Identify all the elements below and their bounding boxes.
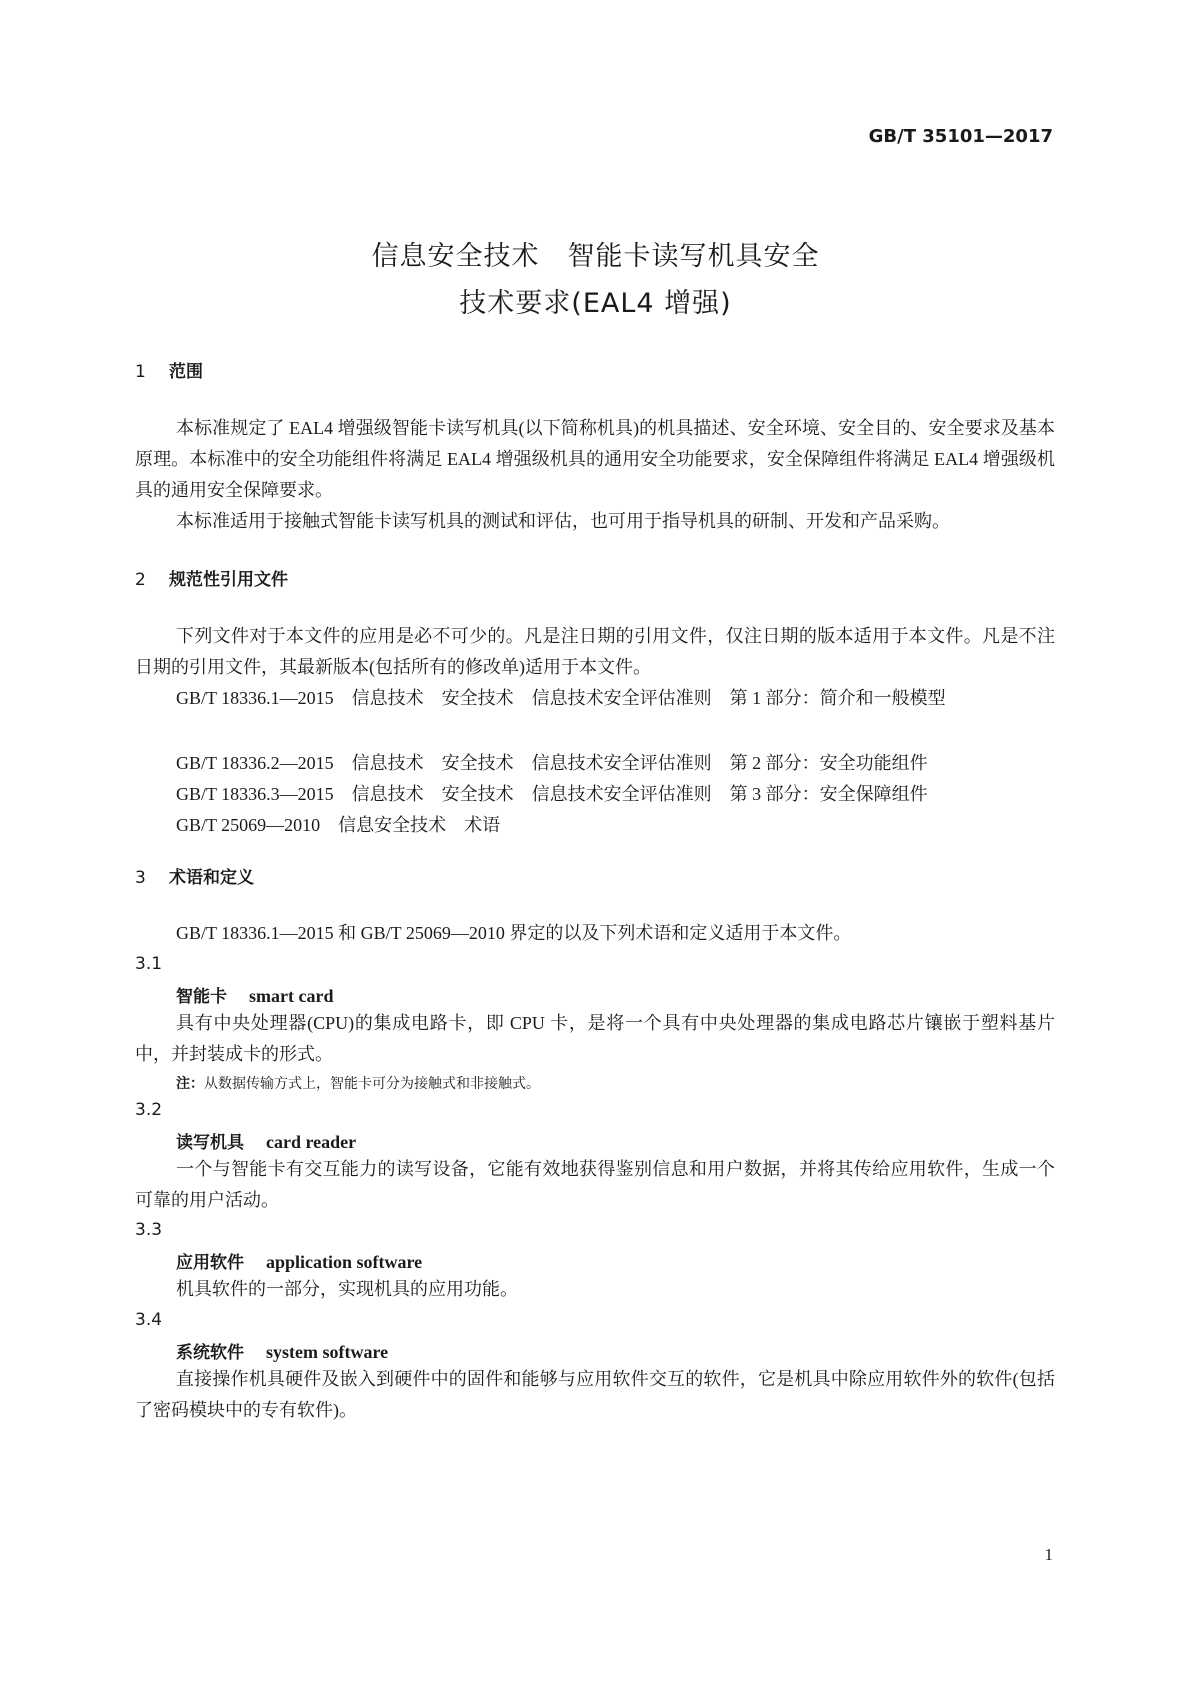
section-number: 1: [135, 362, 146, 382]
term-definition: 一个与智能卡有交互能力的读写设备，它能有效地获得鉴别信息和用户数据，并将其传给应用软件，生成一个可靠的用户活动。: [135, 1159, 1055, 1210]
term-number: 3.4: [135, 1310, 163, 1330]
term-title: [176, 982, 333, 1007]
term-title: [176, 1338, 388, 1363]
note-label: 注：: [176, 1076, 204, 1092]
term-number: 3.1: [135, 954, 163, 974]
normative-reference-3: GB/T 18336.3—2015 信息技术 安全技术 信息技术安全评估准则 第 3 部分：安全保障组件: [176, 784, 928, 804]
term-definition: 机具软件的一部分，实现机具的应用功能。: [176, 1279, 518, 1299]
normative-reference-1: GB/T 18336.1—2015 信息技术 安全技术 信息技术安全评估准则 第 1 部分：简介和一般模型: [176, 688, 946, 708]
section-1-heading: [135, 357, 203, 382]
normative-reference-4: GB/T 25069—2010 信息安全技术 术语: [176, 815, 501, 835]
section-number: 3: [135, 868, 146, 888]
note-text: 从数据传输方式上，智能卡可分为接触式和非接触式。: [204, 1077, 540, 1092]
section-title: 范围: [169, 362, 203, 382]
term-zh: 系统软件: [176, 1343, 244, 1363]
section-title: 规范性引用文件: [169, 570, 288, 590]
section-2-heading: [135, 565, 288, 590]
term-en: application software: [266, 1252, 423, 1272]
normative-reference-2: GB/T 18336.2—2015 信息技术 安全技术 信息技术安全评估准则 第 2 部分：安全功能组件: [176, 753, 928, 773]
section-1-paragraph-1: 本标准规定了 EAL4 增强级智能卡读写机具(以下简称机具)的机具描述、安全环境、安全目的、安全要求及基本原理。本标准中的安全功能组件将满足 EAL4 增强级机具的通用安全功能要求，安全保障组件将满足 EAL4 增强级机具的通用安全保障要求。: [135, 418, 1055, 500]
standard-code: GB/T 35101—2017: [868, 126, 1053, 147]
section-1-paragraph-2: 本标准适用于接触式智能卡读写机具的测试和评估，也可用于指导机具的研制、开发和产品采购。: [176, 511, 950, 531]
term-en: system software: [266, 1342, 389, 1362]
term-number: 3.3: [135, 1220, 163, 1240]
section-number: 2: [135, 570, 146, 590]
term-title: [176, 1128, 356, 1153]
section-3-heading: [135, 863, 254, 888]
term-zh: 读写机具: [176, 1133, 244, 1153]
document-title-line2: 技术要求(EAL4 增强): [459, 288, 732, 319]
term-zh: 智能卡: [176, 987, 227, 1007]
term-zh: 应用软件: [176, 1253, 244, 1273]
term-definition: 具有中央处理器(CPU)的集成电路卡，即 CPU 卡，是将一个具有中央处理器的集成电路芯片镶嵌于塑料基片中，并封装成卡的形式。: [135, 1013, 1055, 1064]
section-title: 术语和定义: [169, 868, 254, 888]
term-note: [176, 1073, 540, 1093]
page-number: 1: [1044, 1545, 1053, 1564]
term-definition: 直接操作机具硬件及嵌入到硬件中的固件和能够与应用软件交互的软件，它是机具中除应用软件外的软件(包括了密码模块中的专有软件)。: [135, 1369, 1055, 1420]
section-3-paragraph-1: GB/T 18336.1—2015 和 GB/T 25069—2010 界定的以及下列术语和定义适用于本文件。: [176, 923, 852, 943]
section-2-paragraph-1: 下列文件对于本文件的应用是必不可少的。凡是注日期的引用文件，仅注日期的版本适用于本文件。凡是不注日期的引用文件，其最新版本(包括所有的修改单)适用于本文件。: [135, 626, 1055, 677]
term-title: [176, 1248, 422, 1273]
term-en: smart card: [249, 986, 334, 1006]
term-en: card reader: [266, 1132, 357, 1152]
term-number: 3.2: [135, 1100, 163, 1120]
document-title-line1: 信息安全技术 智能卡读写机具安全: [371, 241, 820, 272]
